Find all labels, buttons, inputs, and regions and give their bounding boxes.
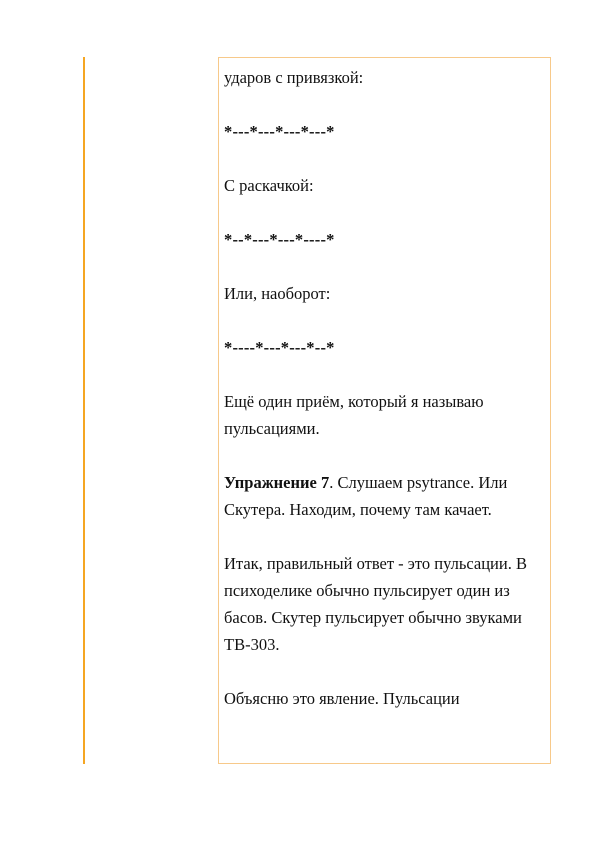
- exercise-label: Упражнение 7: [224, 473, 330, 492]
- text-frame: [218, 57, 551, 764]
- rhythm-pattern-reverse: *----*---*---*--*: [224, 338, 335, 357]
- paragraph-reverse: Или, наоборот:: [224, 284, 331, 303]
- paragraph-answer: Итак, правильный ответ - это пульсации. В психоделике обычно пульсирует один из басов. Скутер пульсирует обычно звуками TB-303.: [224, 554, 532, 654]
- rhythm-pattern-ties: *---*---*---*---*: [224, 122, 335, 141]
- paragraph-exercise-7: [224, 469, 544, 523]
- paragraph-swing: С раскачкой:: [224, 176, 314, 195]
- paragraph-explanation: Объясню это явление. Пульсации: [224, 689, 460, 708]
- margin-rule: [83, 57, 85, 764]
- rhythm-pattern-swing: *--*---*---*----*: [224, 230, 335, 249]
- paragraph-ties: ударов с привязкой:: [224, 68, 364, 87]
- exercise-text: . Слушаем psytrance. Или Скутера. Находим, почему там качает.: [224, 473, 512, 519]
- paragraph-pulsations: Ещё один приём, который я называю пульсациями.: [224, 392, 488, 438]
